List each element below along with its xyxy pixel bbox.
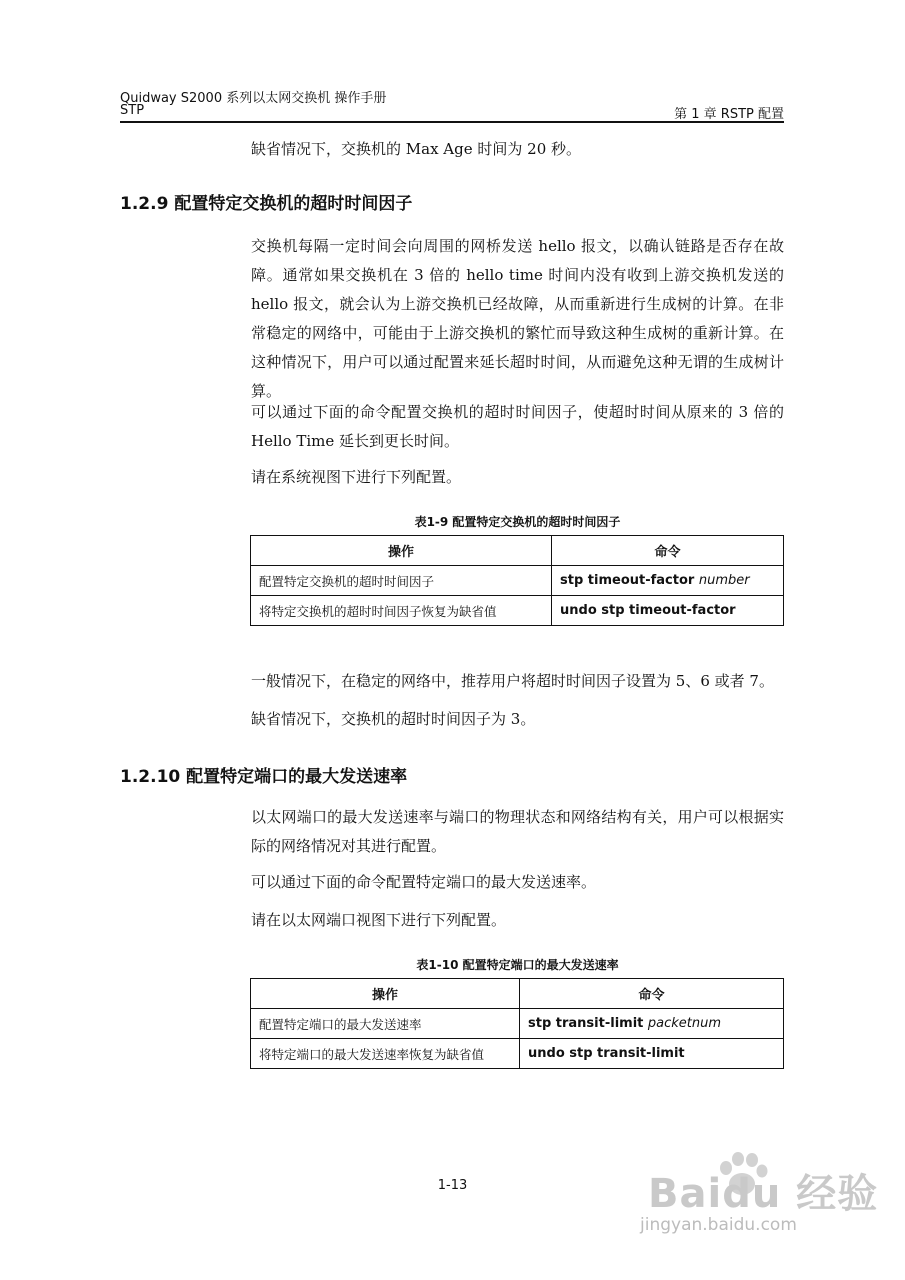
section1-paragraph-1: 交换机每隔一定时间会向周围的网桥发送 hello 报文，以确认链路是否存在故障。通常如果交换机在 3 倍的 hello time 时间内没有收到上游交换机发送的 hello 报文，就会认为上游交换机已经故障，从而重新进行生成树的计算。在非常稳定的网络中，可能由于上游交换机的繁忙而导致这种生成树的重新计算。在这种情况下，用户可以通过配置来延长超时时间，从而避免这种无谓的生成树计算。 (251, 237, 784, 400)
column-header-command: 命令 (552, 536, 784, 566)
operation-cell: 配置特定端口的最大发送速率 (251, 1009, 520, 1039)
section1-paragraph-2: 可以通过下面的命令配置交换机的超时时间因子，使超时时间从原来的 3 倍的 Hello Time 延长到更长时间。 (251, 403, 784, 450)
column-header-command: 命令 (520, 979, 784, 1009)
operation-cell: 配置特定交换机的超时时间因子 (251, 566, 552, 596)
command-argument: packetnum (647, 1016, 722, 1031)
table-caption-1-9: 表1-9 配置特定交换机的超时时间因子 (414, 515, 621, 529)
command-cell (520, 1009, 784, 1039)
operation-cell: 将特定端口的最大发送速率恢复为缺省值 (251, 1039, 520, 1069)
table-1-9 (250, 535, 784, 626)
header-section: STP (120, 103, 145, 118)
table-1-10 (250, 978, 784, 1069)
column-header-operation: 操作 (251, 979, 520, 1009)
command-cell (520, 1039, 784, 1069)
command-text: stp timeout-factor (560, 573, 699, 588)
section1-paragraph-5: 缺省情况下，交换机的超时时间因子为 3。 (251, 710, 536, 728)
command-text: undo stp transit-limit (528, 1046, 685, 1061)
table-caption-1-10: 表1-10 配置特定端口的最大发送速率 (416, 958, 619, 972)
table-row (251, 1039, 784, 1069)
table-row (251, 566, 784, 596)
command-cell (552, 566, 784, 596)
header-title: Quidway S2000 系列以太网交换机 操作手册 (120, 91, 387, 106)
header-chapter: 第 1 章 RSTP 配置 (674, 107, 784, 122)
section-title-1-2-9: 1.2.9 配置特定交换机的超时时间因子 (120, 194, 413, 214)
section1-paragraph-3: 请在系统视图下进行下列配置。 (251, 468, 462, 486)
section2-paragraph-1: 以太网端口的最大发送速率与端口的物理状态和网络结构有关，用户可以根据实际的网络情况对其进行配置。 (251, 808, 784, 855)
table-row (251, 1009, 784, 1039)
watermark-logo: Baidu 经验 (648, 1171, 879, 1217)
section2-paragraph-3: 请在以太网端口视图下进行下列配置。 (251, 911, 507, 929)
command-cell (552, 596, 784, 626)
intro-paragraph: 缺省情况下，交换机的 Max Age 时间为 20 秒。 (251, 140, 582, 158)
operation-cell: 将特定交换机的超时时间因子恢复为缺省值 (251, 596, 552, 626)
command-text: undo stp timeout-factor (560, 603, 736, 618)
watermark-url: jingyan.baidu.com (640, 1215, 797, 1235)
header-rule (120, 121, 784, 123)
table-header-row (251, 536, 784, 566)
page-number: 1-13 (437, 1178, 468, 1193)
section-title-1-2-10: 1.2.10 配置特定端口的最大发送速率 (120, 767, 408, 787)
table-header-row (251, 979, 784, 1009)
command-text: stp transit-limit (528, 1016, 648, 1031)
section2-paragraph-2: 可以通过下面的命令配置特定端口的最大发送速率。 (251, 873, 597, 891)
table-row (251, 596, 784, 626)
section1-paragraph-4: 一般情况下，在稳定的网络中，推荐用户将超时时间因子设置为 5、6 或者 7。 (251, 672, 774, 690)
command-argument: number (698, 573, 750, 588)
column-header-operation: 操作 (251, 536, 552, 566)
